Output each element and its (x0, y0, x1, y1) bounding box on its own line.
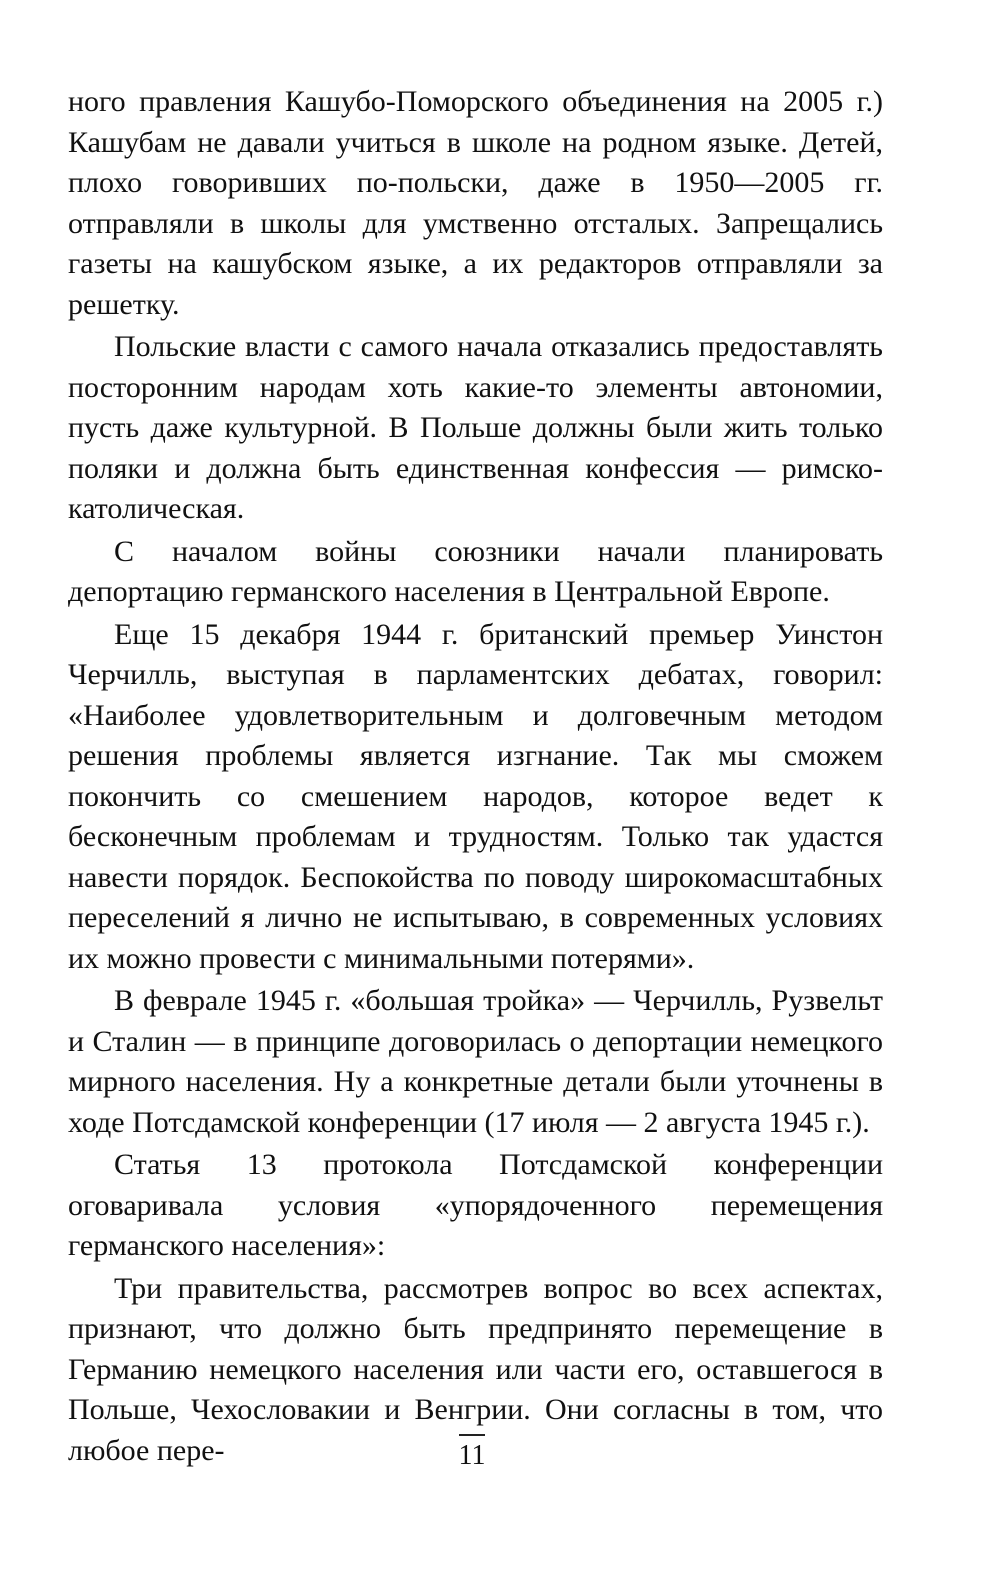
page-number: 11 (458, 1440, 486, 1471)
page-body-text (68, 82, 883, 1473)
paragraph-kashubian-schools: ного правления Кашубо-Поморского объединения на 2005 г.) Кашубам не давали учиться в школе на родном языке. Детей, плохо говоривших по-польски, даже в 1950—2005 гг. отправляли в школы для умственно отсталых. Запрещались газеты на кашубском языке, а их редакторов отправляли за решетку. (68, 85, 883, 321)
paragraph-allied-deportation: С началом войны союзники начали планировать депортацию германского населения в Центральной Европе. (68, 534, 883, 608)
paragraph-polish-authorities: Польские власти с самого начала отказались предоставлять посторонним народам хоть какие-то элементы автономии, пусть даже культурной. В Польше должны были жить только поляки и должна быть единственная конфессия — римско-католическая. (68, 330, 883, 525)
page-number-rule (459, 1434, 485, 1436)
paragraph-three-governments: Три правительства, рассмотрев вопрос во всех аспектах, признают, что должно быть предпринято перемещение в Германию немецкого населения или части его, оставшегося в Польше, Чехословакии и Венгрии. Они согласны в том, что любое пере- (68, 1271, 883, 1467)
page-footer (440, 1434, 504, 1472)
paragraph-churchill-quote: Еще 15 декабря 1944 г. британский премьер Уинстон Черчилль, выступая в парламентских дебатах, говорил: «Наиболее удовлетворительным и долговечным методом решения проблемы является изгнание. Так мы сможем покончить со смешением народов, которое ведет к бесконечным проблемам и трудностям. Только так удастся навести порядок. Беспокойства по поводу широкомасштабных переселений я лично не испытываю, в современных условиях их можно провести с минимальными потерями». (68, 617, 883, 975)
paragraph-big-three: В феврале 1945 г. «большая тройка» — Черчилль, Рузвельт и Сталин — в принципе договорилась о депортации немецкого мирного населения. Ну а конкретные детали были уточнены в ходе Потсдамской конференции (17 июля — 2 августа 1945 г.). (68, 984, 883, 1139)
paragraph-article-13: Статья 13 протокола Потсдамской конференции оговаривала условия «упорядоченного перемещения германского населения»: (68, 1148, 883, 1262)
